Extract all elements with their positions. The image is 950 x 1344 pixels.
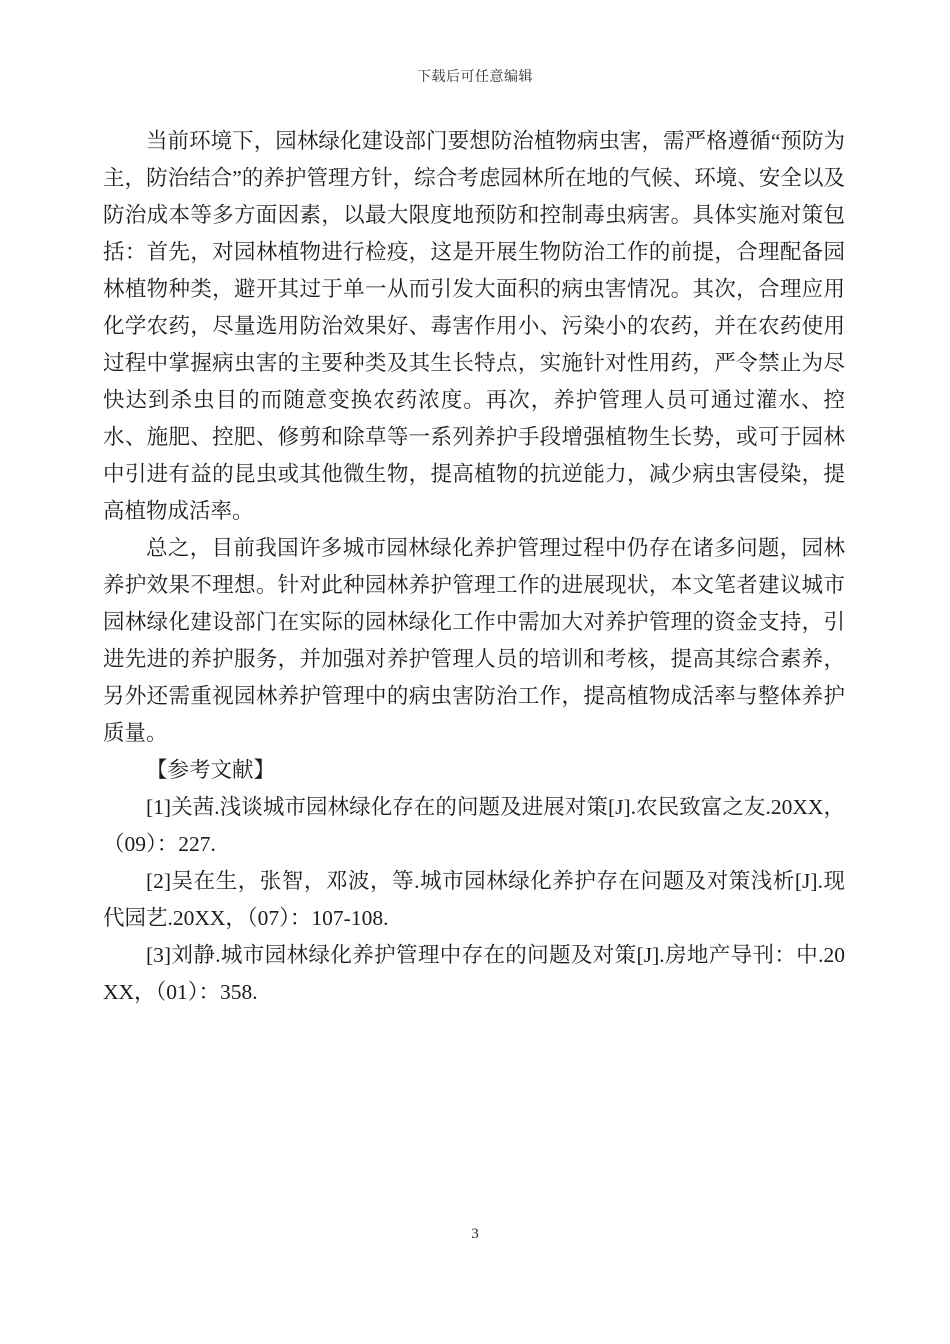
reference-item-1: [1]关茜.浅谈城市园林绿化存在的问题及进展对策[J].农民致富之友.20XX，（09）：227. [103,795,845,856]
document-body [103,123,845,1011]
references-heading: 【参考文献】 [146,758,276,782]
page-number: 3 [471,1226,479,1242]
paragraph-pest-control-measures: 当前环境下，园林绿化建设部门要想防治植物病虫害，需严格遵循“预防为主，防治结合”的养护管理方针，综合考虑园林所在地的气候、环境、安全以及防治成本等多方面因素，以最大限度地预防和控制毒虫病害。具体实施对策包括：首先，对园林植物进行检疫，这是开展生物防治工作的前提，合理配备园林植物种类，避开其过于单一从而引发大面积的病虫害情况。其次，合理应用化学农药，尽量选用防治效果好、毒害作用小、污染小的农药，并在农药使用过程中掌握病虫害的主要种类及其生长特点，实施针对性用药，严令禁止为尽快达到杀虫目的而随意变换农药浓度。再次，养护管理人员可通过灌水、控水、施肥、控肥、修剪和除草等一系列养护手段增强植物生长势，或可于园林中引进有益的昆虫或其他微生物，提高植物的抗逆能力，减少病虫害侵染，提高植物成活率。 [103,129,845,523]
page-header-note: 下载后可任意编辑 [417,70,533,85]
reference-item-2: [2]吴在生，张智，邓波，等.城市园林绿化养护存在问题及对策浅析[J].现代园艺.20XX，（07）：107-108. [103,869,845,930]
reference-item-3: [3]刘静.城市园林绿化养护管理中存在的问题及对策[J].房地产导刊：中.20XX，（01）：358. [103,943,845,1004]
paragraph-conclusion: 总之，目前我国许多城市园林绿化养护管理过程中仍存在诸多问题，园林养护效果不理想。针对此种园林养护管理工作的进展现状，本文笔者建议城市园林绿化建设部门在实际的园林绿化工作中需加大对养护管理的资金支持，引进先进的养护服务，并加强对养护管理人员的培训和考核，提高其综合素养，另外还需重视园林养护管理中的病虫害防治工作，提高植物成活率与整体养护质量。 [103,536,845,745]
